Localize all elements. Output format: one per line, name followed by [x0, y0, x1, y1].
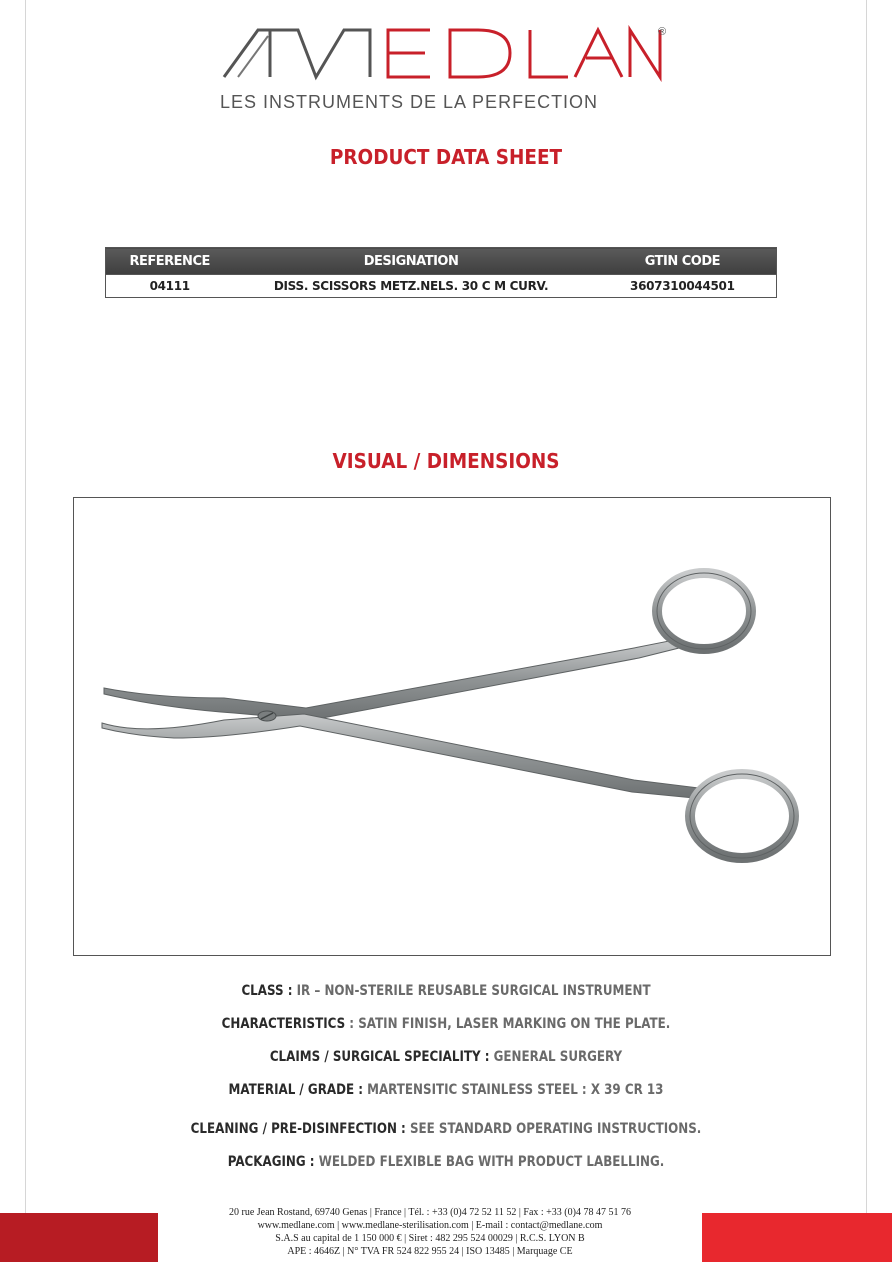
spec-label: CLASS :: [241, 983, 293, 999]
footer-contact: [160, 1206, 700, 1258]
spec-value: IR – NON-STERILE REUSABLE SURGICAL INSTRUMENT: [292, 983, 651, 999]
visual-dimensions-title: VISUAL / DIMENSIONS: [332, 449, 560, 473]
header-gtin-code: GTIN CODE: [589, 248, 777, 275]
table-header-row: [106, 248, 777, 275]
header-designation: DESIGNATION: [233, 248, 588, 275]
brand-tagline: LES INSTRUMENTS DE LA PERFECTION: [220, 92, 599, 112]
spec-claims: [67, 1049, 825, 1065]
spec-class: [67, 983, 825, 999]
scissors-image: [74, 498, 830, 955]
spec-label: MATERIAL / GRADE :: [228, 1082, 363, 1098]
spec-label: CHARACTERISTICS: [221, 1016, 346, 1032]
cell-gtin-code: 3607310044501: [589, 275, 777, 298]
spec-material: [67, 1082, 825, 1098]
footer-bar-right: [702, 1213, 892, 1262]
spec-value: SEE STANDARD OPERATING INSTRUCTIONS.: [405, 1121, 702, 1137]
table-row: [106, 275, 777, 298]
cell-designation: DISS. SCISSORS METZ.NELS. 30 C M CURV.: [233, 275, 588, 298]
spec-characteristics: [67, 1016, 825, 1032]
spec-label: CLAIMS / SURGICAL SPECIALITY :: [269, 1049, 490, 1065]
footer-registration: APE : 4646Z | N° TVA FR 524 822 955 24 | ISO 13485 | Marquage CE: [287, 1246, 573, 1257]
registered-mark: ®: [658, 26, 667, 38]
footer-web: www.medlane.com | www.medlane-sterilisation.com | E-mail : contact@medlane.com: [257, 1220, 603, 1231]
footer-address: 20 rue Jean Rostand, 69740 Genas | France | Tél. : +33 (0)4 72 52 11 52 | Fax : +33 (0)4 78 47 51 76: [229, 1207, 631, 1218]
product-data-sheet-title: PRODUCT DATA SHEET: [329, 145, 563, 169]
spec-label: PACKAGING :: [227, 1154, 315, 1170]
product-image-frame: [73, 497, 831, 956]
cell-reference: 04111: [106, 275, 234, 298]
spec-value: GENERAL SURGERY: [489, 1049, 623, 1065]
spec-cleaning: [67, 1121, 825, 1137]
reference-table: [105, 247, 777, 298]
header-reference: REFERENCE: [106, 248, 234, 275]
footer-company: S.A.S au capital de 1 150 000 € | Siret : 482 295 524 00029 | R.C.S. LYON B: [275, 1233, 585, 1244]
spec-value: : SATIN FINISH, LASER MARKING ON THE PLATE.: [345, 1016, 671, 1032]
spec-value: MARTENSITIC STAINLESS STEEL : X 39 CR 13: [362, 1082, 664, 1098]
spec-value: WELDED FLEXIBLE BAG WITH PRODUCT LABELLING.: [314, 1154, 665, 1170]
footer-bar-left: [0, 1213, 158, 1262]
spec-label: CLEANING / PRE-DISINFECTION :: [190, 1121, 406, 1137]
spec-packaging: [67, 1154, 825, 1170]
